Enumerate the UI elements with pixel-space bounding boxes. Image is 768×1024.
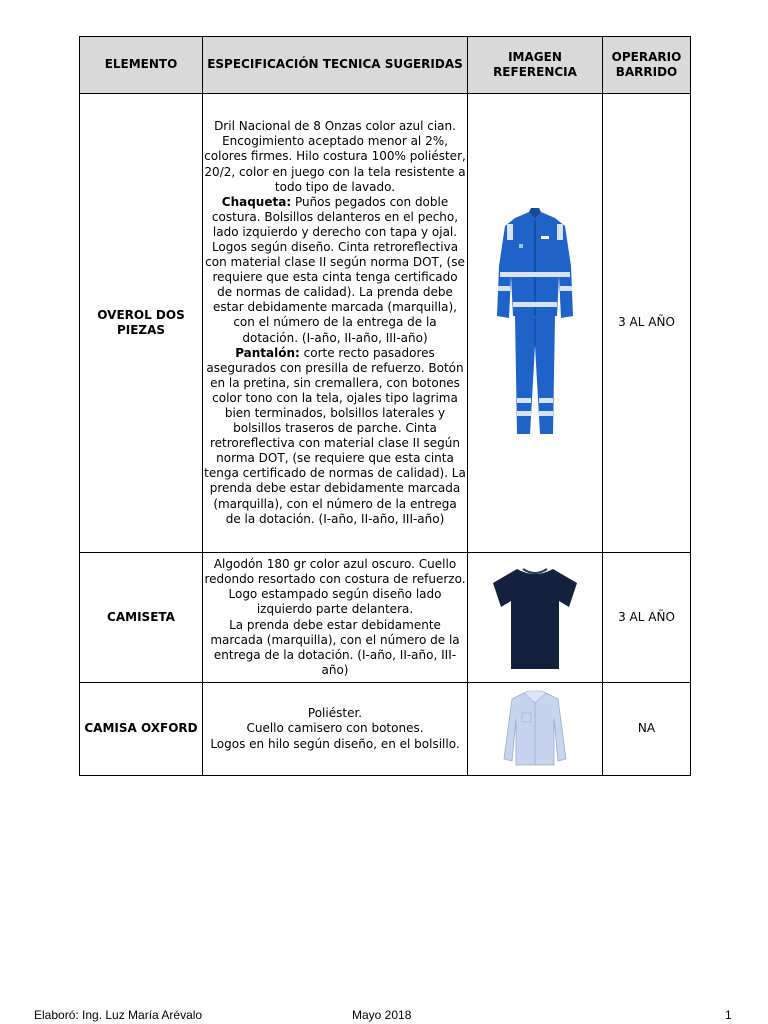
spec-line: Algodón 180 gr color azul oscuro. Cuello redondo resortado con costura de refuerzo. Logo estampado según diseño lado izquierdo parte delantera. (204, 557, 466, 617)
chaqueta-text: Puños pegados con doble costura. Bolsillos delanteros en el pecho, lado izquierdo y derecho con tapa y ojal. Logos según diseño. Cinta retroreflectiva con material clase II según norma DOT, (se requiere que esta cinta tenga certificado de normas de calidad). La prenda debe estar debidamente marcada (marquilla), con el número de la entrega de la dotación. (I-año, II-año, III-año) (205, 194, 465, 345)
pantalon-label: Pantalón: (235, 345, 300, 360)
pantalon-text: corte recto pasadores asegurados con presilla de refuerzo. Botón en la pretina, sin cremallera, con botones color tono con la tela, ojales tipo lagrima bien terminados, bolsillos laterales y bolsillos traseros de parche. Cinta retroreflectiva con material clase II según norma DOT, (se requiere que esta cinta tenga certificado de normas de calidad). La prenda debe estar debidamente marcada (marquilla), con el número de la entrega de la dotación. (I-año, II-año, III-año) (204, 345, 466, 526)
footer-author: Elaboró: Ing. Luz María Arévalo (34, 1008, 203, 1022)
elemento-cell: CAMISA OXFORD (80, 683, 203, 776)
header-operario: OPERARIO BARRIDO (603, 37, 691, 94)
spec-cell (203, 683, 468, 776)
spec-intro: Dril Nacional de 8 Onzas color azul cian. Encogimiento aceptado menor al 2%, colores firmes. Hilo costura 100% poliéster, 20/2, color en juego con la tela resistente a todo tipo de lavado. (204, 119, 466, 194)
table-row (80, 94, 691, 553)
image-cell (468, 683, 603, 776)
header-elemento: ELEMENTO (80, 37, 203, 94)
tshirt-icon (487, 563, 583, 673)
footer-date: Mayo 2018 (352, 1008, 412, 1022)
spec-line: Cuello camisero con botones. (246, 721, 424, 736)
spec-cell (203, 94, 468, 553)
coverall-icon (485, 206, 585, 441)
spec-line: Logos en hilo según diseño, en el bolsillo. (210, 736, 460, 751)
header-especificacion: ESPECIFICACIÓN TECNICA SUGERIDAS (203, 37, 468, 94)
specification-table (79, 36, 691, 776)
chaqueta-label: Chaqueta: (221, 194, 292, 209)
image-cell (468, 94, 603, 553)
header-imagen: IMAGEN REFERENCIA (468, 37, 603, 94)
spec-line: La prenda debe estar debidamente marcada (marquilla), con el número de la entrega de la dotación. (I-año, II-año, III-año) (210, 617, 460, 677)
elemento-cell: OVEROL DOS PIEZAS (80, 94, 203, 553)
header-row (80, 37, 691, 94)
spec-cell (203, 553, 468, 683)
operario-cell: 3 AL AÑO (603, 553, 691, 683)
operario-cell: 3 AL AÑO (603, 94, 691, 553)
elemento-cell: CAMISETA (80, 553, 203, 683)
image-cell (468, 553, 603, 683)
oxford-shirt-icon (500, 689, 570, 769)
operario-cell: NA (603, 683, 691, 776)
spec-line: Poliéster. (307, 706, 363, 721)
table-row (80, 683, 691, 776)
footer-page-number: 1 (725, 1008, 732, 1022)
table-row (80, 553, 691, 683)
